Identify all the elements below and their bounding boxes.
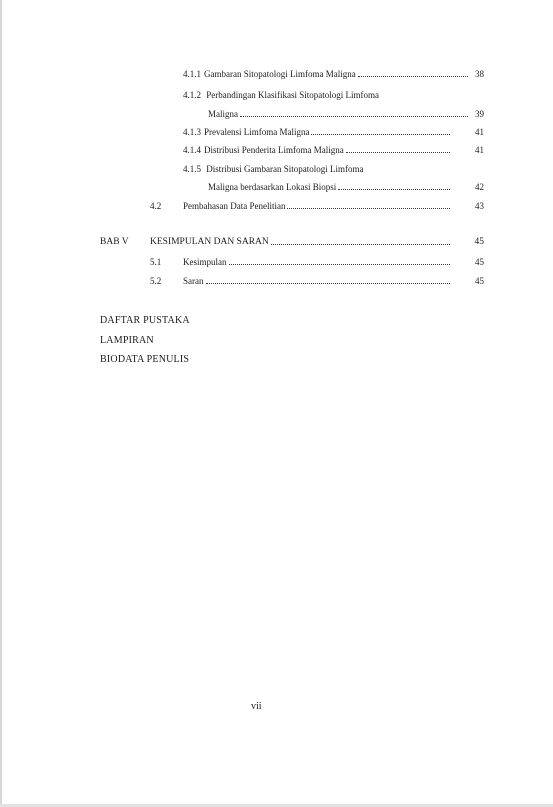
dot-leader — [311, 133, 450, 135]
dot-leader — [346, 151, 450, 153]
toc-entry-4-1-2 — [183, 90, 379, 101]
entry-number: 4.1.3 — [183, 127, 201, 137]
dot-leader — [358, 75, 468, 77]
entry-title-continued: Maligna berdasarkan Lokasi Biopsi — [208, 182, 337, 192]
entry-number: 4.1.4 — [183, 145, 201, 155]
back-matter-biodata-penulis: BIODATA PENULIS — [100, 354, 190, 365]
chapter-label: BAB V — [100, 237, 129, 247]
entry-title: Prevalensi Limfoma Maligna — [204, 127, 310, 137]
entry-page: 43 — [475, 201, 484, 211]
entry-title: Gambaran Sitopatologi Limfoma Maligna — [204, 69, 356, 79]
toc-entry-4-1-4 — [183, 145, 484, 156]
toc-chapter-bab-v — [100, 237, 484, 248]
entry-number: 5.2 — [150, 276, 162, 286]
toc-entry-4-1-2-cont — [208, 109, 484, 120]
dot-leader — [338, 188, 450, 190]
entry-number: 4.2 — [150, 201, 162, 211]
entry-page: 45 — [475, 276, 484, 286]
entry-title: Kesimpulan — [183, 257, 227, 267]
scan-edge-left — [0, 0, 2, 807]
entry-title: Distribusi Gambaran Sitopatologi Limfoma — [206, 164, 364, 174]
entry-title: Pembahasan Data Penelitian — [183, 201, 286, 211]
toc-entry-4-1-3 — [183, 127, 484, 138]
toc-entry-4-1-5 — [183, 164, 363, 175]
dot-leader — [271, 243, 450, 245]
page-number: vii — [251, 701, 262, 712]
toc-entry-4-1-1 — [183, 69, 484, 80]
entry-title: Distribusi Penderita Limfoma Maligna — [204, 145, 344, 155]
entry-title: Perbandingan Klasifikasi Sitopatologi Limfoma — [206, 90, 379, 100]
entry-page: 41 — [475, 145, 484, 155]
entry-page: 38 — [475, 69, 484, 79]
back-matter-lampiran: LAMPIRAN — [100, 335, 154, 346]
back-matter-daftar-pustaka: DAFTAR PUSTAKA — [100, 315, 190, 326]
entry-page: 42 — [475, 182, 484, 192]
entry-number: 5.1 — [150, 257, 162, 267]
entry-page: 39 — [475, 109, 484, 119]
toc-entry-5-1 — [150, 257, 484, 268]
entry-number: 4.1.1 — [183, 69, 201, 79]
toc-entry-4-2 — [150, 201, 484, 212]
toc-entry-4-1-5-cont — [208, 182, 484, 193]
chapter-title: KESIMPULAN DAN SARAN — [150, 237, 269, 247]
dot-leader — [229, 263, 451, 265]
chapter-page: 45 — [474, 237, 484, 247]
entry-page: 45 — [475, 257, 484, 267]
dot-leader — [287, 207, 450, 209]
dot-leader — [206, 282, 451, 284]
entry-number: 4.1.5 — [183, 164, 201, 174]
entry-title: Saran — [183, 276, 204, 286]
dot-leader — [240, 115, 468, 117]
entry-page: 41 — [475, 127, 484, 137]
entry-number: 4.1.2 — [183, 90, 201, 100]
entry-title-continued: Maligna — [208, 109, 238, 119]
toc-entry-5-2 — [150, 276, 484, 287]
